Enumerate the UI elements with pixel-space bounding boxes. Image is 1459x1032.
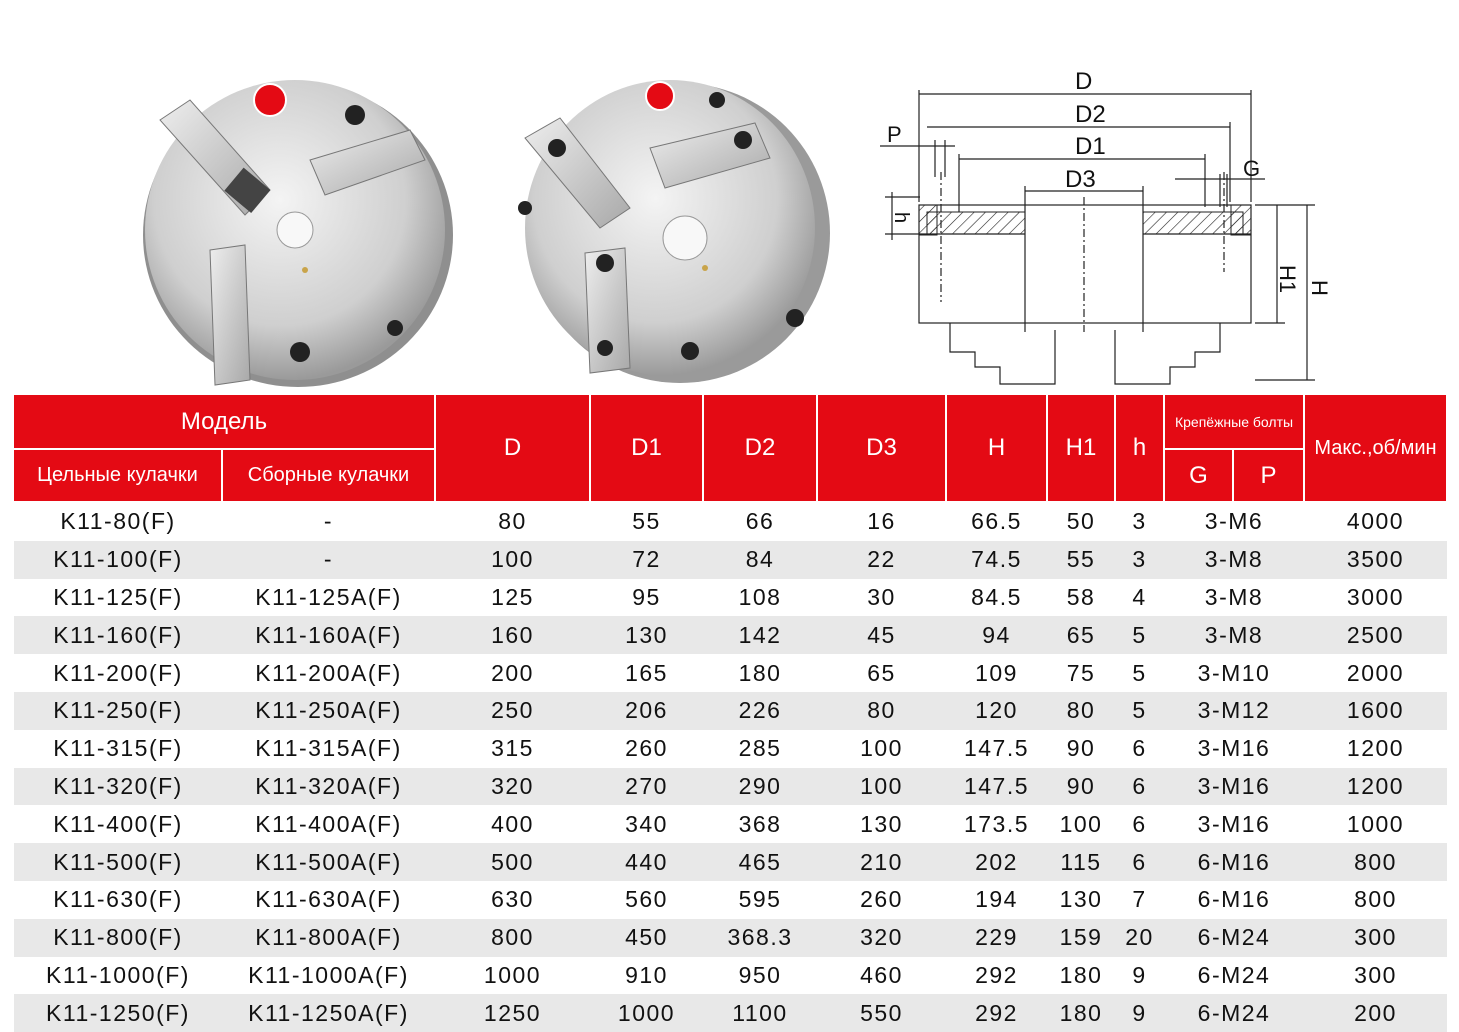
header-assembled-jaws: Сборные кулачки <box>222 449 435 502</box>
cell-max_rpm: 800 <box>1354 886 1397 913</box>
cell-assembled: K11-1250A(F) <box>222 994 435 1032</box>
cell-h: 6 <box>1115 768 1164 806</box>
cell-H1: 115 <box>1047 843 1115 881</box>
cell-D: 200 <box>491 659 534 686</box>
cell-h: 9 <box>1132 961 1147 988</box>
cell-D1: 206 <box>590 692 703 730</box>
cell-D: 1250 <box>435 994 590 1032</box>
cell-D2: 226 <box>703 692 817 730</box>
dim-label-h: h <box>890 212 912 224</box>
header-P: P <box>1233 449 1304 502</box>
cell-D2: 1100 <box>703 994 817 1032</box>
cell-H: 94 <box>946 616 1047 654</box>
cell-D2: 595 <box>738 886 782 913</box>
cell-H: 109 <box>975 659 1018 686</box>
cell-max_rpm: 1600 <box>1304 692 1447 730</box>
cell-D1: 1000 <box>590 994 703 1032</box>
cell-D1: 340 <box>625 810 668 837</box>
dim-label-D2: D2 <box>1075 101 1106 128</box>
cell-H1: 90 <box>1066 735 1096 762</box>
cell-H: 229 <box>946 919 1047 957</box>
cell-max_rpm: 3000 <box>1346 583 1405 610</box>
table-row <box>14 654 1447 692</box>
cell-max_rpm: 800 <box>1304 843 1447 881</box>
cell-H: 74.5 <box>946 541 1047 579</box>
header-max-rpm: Макс.,об/мин <box>1304 395 1447 502</box>
header-D3: D3 <box>817 395 946 502</box>
cell-max_rpm: 3500 <box>1304 541 1447 579</box>
cell-assembled: K11-315A(F) <box>255 735 402 762</box>
cell-D3: 460 <box>860 961 903 988</box>
cell-D: 80 <box>498 508 527 535</box>
cell-D: 100 <box>435 541 590 579</box>
cell-assembled: K11-630A(F) <box>255 886 402 913</box>
dim-label-H1: H1 <box>1275 265 1300 294</box>
cell-bolts: 3-M8 <box>1204 583 1264 610</box>
cell-H: 66.5 <box>971 508 1022 535</box>
cell-model: K11-80(F) <box>60 508 176 535</box>
cell-assembled: K11-400A(F) <box>255 810 402 837</box>
cell-D2: 66 <box>745 508 775 535</box>
dim-label-D: D <box>1075 68 1093 95</box>
cell-assembled: - <box>323 508 334 535</box>
cell-H: 194 <box>975 886 1018 913</box>
cell-H: 147.5 <box>963 735 1030 762</box>
cell-max_rpm: 4000 <box>1346 508 1405 535</box>
cell-max_rpm: 300 <box>1354 961 1397 988</box>
chuck-dimension-drawing <box>875 62 1345 392</box>
cell-D2: 285 <box>738 735 782 762</box>
cell-H: 173.5 <box>963 810 1030 837</box>
header-D: D <box>435 395 590 502</box>
spec-table-body <box>14 502 1447 1032</box>
cell-h: 7 <box>1132 886 1147 913</box>
cell-D1: 270 <box>590 768 703 806</box>
cell-D1: 560 <box>625 886 668 913</box>
cell-h: 6 <box>1115 843 1164 881</box>
cell-D1: 450 <box>590 919 703 957</box>
cell-bolts: 6-M16 <box>1164 843 1304 881</box>
cell-H1: 75 <box>1066 659 1096 686</box>
cell-D2: 84 <box>703 541 817 579</box>
cell-D1: 130 <box>590 616 703 654</box>
cell-max_rpm: 1200 <box>1304 768 1447 806</box>
cell-D: 630 <box>491 886 534 913</box>
cell-model: K11-160(F) <box>14 616 222 654</box>
spec-table <box>14 395 1448 1032</box>
cell-D3: 320 <box>817 919 946 957</box>
cell-D3: 16 <box>867 508 896 535</box>
cell-bolts: 6-M24 <box>1164 994 1304 1032</box>
header-bolts: Крепёжные болты <box>1164 395 1304 449</box>
cell-D: 1000 <box>483 961 542 988</box>
cell-assembled: K11-125A(F) <box>255 583 402 610</box>
cell-D2: 465 <box>703 843 817 881</box>
chuck-photo-assembled-jaws <box>505 68 835 388</box>
header-solid-jaws: Цельные кулачки <box>14 449 222 502</box>
cell-D: 160 <box>435 616 590 654</box>
cell-D2: 950 <box>738 961 782 988</box>
cell-h: 5 <box>1115 616 1164 654</box>
cell-H: 120 <box>946 692 1047 730</box>
cell-max_rpm: 2000 <box>1346 659 1405 686</box>
table-row <box>14 692 1447 730</box>
cell-D2: 108 <box>738 583 782 610</box>
cell-D2: 180 <box>738 659 782 686</box>
cell-model: K11-125(F) <box>53 583 183 610</box>
cell-bolts: 3-M8 <box>1164 541 1304 579</box>
cell-D3: 550 <box>817 994 946 1032</box>
cell-D1: 910 <box>625 961 668 988</box>
cell-H: 202 <box>946 843 1047 881</box>
cell-D3: 100 <box>817 768 946 806</box>
cell-model: K11-250(F) <box>14 692 222 730</box>
cell-D3: 100 <box>860 735 903 762</box>
cell-assembled: K11-500A(F) <box>222 843 435 881</box>
cell-bolts: 3-M12 <box>1164 692 1304 730</box>
dim-label-P: P <box>887 122 902 147</box>
cell-H1: 80 <box>1047 692 1115 730</box>
cell-D1: 440 <box>590 843 703 881</box>
cell-D: 250 <box>435 692 590 730</box>
cell-D3: 65 <box>867 659 896 686</box>
cell-D3: 45 <box>817 616 946 654</box>
cell-D2: 142 <box>703 616 817 654</box>
cell-H1: 180 <box>1047 994 1115 1032</box>
cell-h: 3 <box>1115 541 1164 579</box>
table-row <box>14 541 1447 579</box>
cell-model: K11-100(F) <box>14 541 222 579</box>
cell-assembled: K11-160A(F) <box>222 616 435 654</box>
cell-model: K11-630(F) <box>53 886 183 913</box>
cell-h: 3 <box>1132 508 1147 535</box>
cell-D3: 80 <box>817 692 946 730</box>
cell-H1: 180 <box>1059 961 1103 988</box>
cell-H1: 50 <box>1066 508 1096 535</box>
table-row <box>14 730 1447 768</box>
table-row <box>14 881 1447 919</box>
table-row <box>14 919 1447 957</box>
cell-h: 5 <box>1115 692 1164 730</box>
cell-D2: 368 <box>738 810 782 837</box>
cell-H1: 90 <box>1047 768 1115 806</box>
header-H1: H1 <box>1047 395 1115 502</box>
dim-label-H: H <box>1307 280 1332 296</box>
cell-h: 9 <box>1115 994 1164 1032</box>
chuck-photo-solid-jaws <box>130 70 460 390</box>
cell-D: 500 <box>435 843 590 881</box>
cell-model: K11-1250(F) <box>14 994 222 1032</box>
cell-model: K11-800(F) <box>14 919 222 957</box>
cell-D3: 130 <box>860 810 903 837</box>
cell-D3: 30 <box>867 583 896 610</box>
table-row <box>14 957 1447 995</box>
header-H: H <box>946 395 1047 502</box>
cell-H: 147.5 <box>946 768 1047 806</box>
cell-bolts: 3-M8 <box>1164 616 1304 654</box>
cell-model: K11-315(F) <box>53 735 183 762</box>
cell-H1: 159 <box>1047 919 1115 957</box>
cell-D1: 72 <box>590 541 703 579</box>
header-model: Модель <box>14 395 435 449</box>
cell-H1: 58 <box>1066 583 1096 610</box>
dim-label-D3: D3 <box>1065 166 1096 193</box>
cell-max_rpm: 200 <box>1304 994 1447 1032</box>
cell-D3: 22 <box>817 541 946 579</box>
cell-H: 84.5 <box>971 583 1022 610</box>
cell-model: K11-1000(F) <box>46 961 190 988</box>
cell-assembled: K11-200A(F) <box>255 659 402 686</box>
cell-model: K11-500(F) <box>14 843 222 881</box>
header-G: G <box>1164 449 1233 502</box>
header-D1: D1 <box>590 395 703 502</box>
cell-D: 400 <box>491 810 534 837</box>
cell-H1: 100 <box>1059 810 1103 837</box>
cell-D1: 165 <box>625 659 668 686</box>
cell-D3: 260 <box>860 886 903 913</box>
cell-assembled: - <box>222 541 435 579</box>
cell-max_rpm: 1000 <box>1346 810 1405 837</box>
table-row <box>14 843 1447 881</box>
cell-assembled: K11-1000A(F) <box>248 961 409 988</box>
table-row <box>14 616 1447 654</box>
cell-h: 6 <box>1132 810 1147 837</box>
cell-max_rpm: 300 <box>1304 919 1447 957</box>
cell-bolts: 3-M16 <box>1197 810 1271 837</box>
cell-H: 292 <box>975 961 1018 988</box>
cell-model: K11-200(F) <box>53 659 183 686</box>
cell-model: K11-400(F) <box>53 810 183 837</box>
cell-bolts: 6-M24 <box>1164 919 1304 957</box>
brand-logo-1 <box>254 84 286 116</box>
cell-h: 4 <box>1132 583 1147 610</box>
cell-D1: 95 <box>632 583 661 610</box>
table-row <box>14 579 1447 617</box>
cell-model: K11-320(F) <box>14 768 222 806</box>
cell-D1: 55 <box>632 508 661 535</box>
table-header-row-1 <box>14 395 1447 449</box>
cell-H: 292 <box>946 994 1047 1032</box>
cell-max_rpm: 2500 <box>1304 616 1447 654</box>
cell-bolts: 3-M10 <box>1197 659 1271 686</box>
cell-bolts: 3-M16 <box>1197 735 1271 762</box>
cell-D: 800 <box>435 919 590 957</box>
dim-label-D1: D1 <box>1075 133 1106 160</box>
cell-D: 125 <box>491 583 534 610</box>
cell-h: 5 <box>1132 659 1147 686</box>
cell-h: 6 <box>1132 735 1147 762</box>
cell-h: 20 <box>1115 919 1164 957</box>
cell-assembled: K11-320A(F) <box>222 768 435 806</box>
cell-assembled: K11-800A(F) <box>222 919 435 957</box>
cell-D2: 290 <box>703 768 817 806</box>
cell-H1: 130 <box>1059 886 1103 913</box>
cell-bolts: 3-M6 <box>1204 508 1264 535</box>
header-h: h <box>1115 395 1164 502</box>
cell-D2: 368.3 <box>703 919 817 957</box>
cell-H1: 65 <box>1047 616 1115 654</box>
cell-max_rpm: 1200 <box>1346 735 1405 762</box>
table-row <box>14 994 1447 1032</box>
cell-D: 315 <box>491 735 534 762</box>
header-D2: D2 <box>703 395 817 502</box>
cell-assembled: K11-250A(F) <box>222 692 435 730</box>
cell-D1: 260 <box>625 735 668 762</box>
table-row <box>14 768 1447 806</box>
cell-D: 320 <box>435 768 590 806</box>
cell-D3: 210 <box>817 843 946 881</box>
cell-bolts: 6-M24 <box>1197 961 1271 988</box>
table-row <box>14 502 1447 541</box>
cell-H1: 55 <box>1047 541 1115 579</box>
cell-bolts: 6-M16 <box>1197 886 1271 913</box>
dim-label-G: G <box>1243 156 1261 181</box>
cell-bolts: 3-M16 <box>1164 768 1304 806</box>
table-row <box>14 805 1447 843</box>
brand-logo-2 <box>646 82 674 110</box>
